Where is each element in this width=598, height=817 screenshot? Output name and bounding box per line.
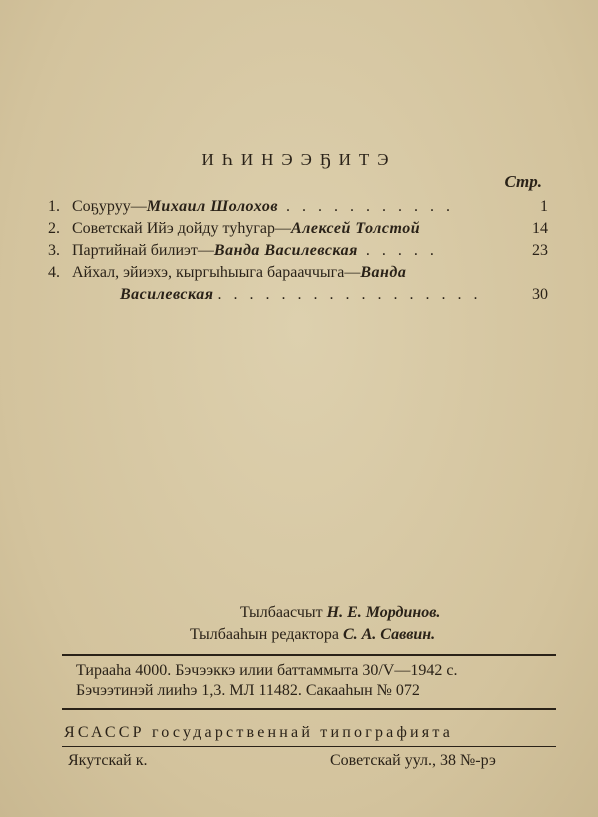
toc-entry <box>48 196 548 218</box>
toc-title: ИҺИНЭЭҔИТЭ <box>201 150 397 169</box>
toc-entry <box>48 240 548 262</box>
entry-author: Ванда <box>360 264 407 281</box>
editor-label: Тылбааһын редактора <box>190 626 343 643</box>
entry-title: Партийнай билиэт— <box>72 242 214 259</box>
printing-address <box>68 752 496 770</box>
table-of-contents <box>48 196 548 306</box>
entry-number: 1. <box>48 198 60 215</box>
entry-title: Айхал, эйиэхэ, кыргыһыыга барааччыга— <box>72 264 361 281</box>
translator-label: Тылбаасчыт <box>240 604 327 621</box>
entry-page: 1 <box>540 198 548 215</box>
entry-title: Соҕуруу— <box>72 198 147 215</box>
entry-page: 14 <box>532 220 548 237</box>
page-column-label: Стр. <box>504 172 542 191</box>
entry-author: Михаил Шолохов <box>146 198 278 215</box>
divider <box>62 746 556 747</box>
divider <box>62 654 556 656</box>
divider <box>62 708 556 710</box>
printing-house: ЯСАССР государственнай типографията <box>64 724 454 741</box>
translator-name: Н. Е. Мординов. <box>326 604 441 621</box>
entry-author: Ванда Василевская <box>213 242 358 259</box>
translator-credit <box>240 604 440 622</box>
imprint-line: Тирааһа 4000. Бэчээккэ илии баттаммыта 30/V—1942 с. <box>76 662 458 679</box>
editor-credit <box>190 626 435 644</box>
entry-number: 3. <box>48 242 60 259</box>
entry-author: Алексей Толстой <box>291 220 421 237</box>
leader-dots: . . . . . . . . . . . <box>277 198 454 215</box>
editor-name: С. А. Саввин. <box>342 626 436 643</box>
entry-title: Советскай Ийэ дойду туһугар— <box>72 220 291 237</box>
leader-dots: . . . . . <box>357 242 438 259</box>
imprint-line: Бэчээтинэй лииһэ 1,3. МЛ 11482. Сакааһын № 072 <box>76 682 420 699</box>
entry-author-continued: Василевская <box>120 286 214 303</box>
entry-number: 2. <box>48 220 60 237</box>
toc-entry <box>48 262 548 306</box>
street-address: Советскай уул., 38 №-рэ <box>330 752 496 769</box>
entry-page: 30 <box>532 286 548 303</box>
toc-entry <box>48 218 548 240</box>
leader-dots: . . . . . . . . . . . . . . . . . <box>217 286 482 303</box>
city: Якутскай к. <box>68 752 148 769</box>
entry-number: 4. <box>48 264 60 281</box>
entry-page: 23 <box>532 242 548 259</box>
